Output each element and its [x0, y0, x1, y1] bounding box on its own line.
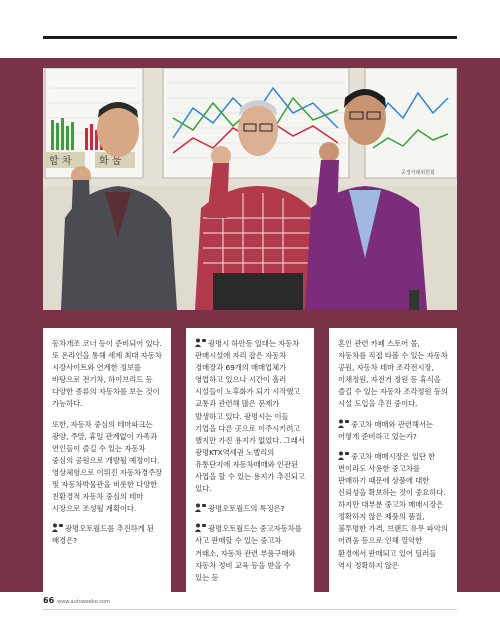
text-column-2: [186, 328, 314, 592]
interviewee-icon: [195, 338, 206, 347]
answer-text: 광명시 하안동 일대는 자동차 판매시설에 자리 잡은 자동차 경매장과 69개의 매매업체가 영업하고 있으나 시간이 흘러 시설들이 노후화가 되기 시작했고 교통과 관련해 많은 문제가 발생하고 있다. 광명시는 이들 기업을 다른 곳으로 이주시키려고 했지만 가진 용지가 없었다. 그래서 광명KTX역세권 노벨리의 유통단지에 자동차매매와 인관된 사업을 할 수 있는 용지가 추진되고 있다.: [195, 339, 305, 494]
column-1-paragraph: 동차개조 코너 등이 준비되어 있다. 또 온라인을 통해 세계 최대 자동차 시장사이트와 연계한 정보를 바탕으로 전기차, 하이브리드 등 다양한 종류의 자동차를 보는 것이 가능하다.: [52, 339, 162, 409]
answer-paragraph: [195, 523, 306, 583]
interviewer-icon: [338, 419, 349, 428]
text-column-3: [329, 328, 457, 592]
question-paragraph: [52, 523, 163, 547]
question-text: 중고차 매매와 관련해서는 어떻게 준비하고 있는가?: [338, 419, 433, 441]
answer-text: 광명오토월드는 중고자동차를 사고 판매할 수 있는 중고차 거래소, 자동차 관련 부품구매와 자동차 정비 교육 등을 받을 수 있는 등: [195, 524, 302, 582]
answer-text: 중고차 매매시장은 일단 한 번이라도 사용한 중고차를 판매하기 때문에 상품에 대한 신뢰성을 확보하는 것이 중요하다. 하지만 대부분 중고차 매매시장은 정확하지 않은 제품의 품질, 불투명한 가격, 브랜드 유무 파악의 어려움 등으로 인해 열악한 환경에서 판매되고 있어 딜러들 역시 정확하지 않은: [338, 451, 448, 570]
column-1-paragraph: 또한, 자동차 중심의 테마파크는 광양, 주말, 휴일 관계없이 가족과 연인들이 즐길 수 있는 자동차 중심의 공원으로 개발될 예정이다. 영상체험으로 이뤄진 자동차경주장 및 자동차박물관을 비롯한 다양한 친환경적 자동차 중심의 테마 시장으로 조성될 계획이다.: [52, 419, 163, 514]
column-3-paragraph: 혼인 관련 카페 스토어 몰, 자동차를 직접 타볼 수 있는 자동차 공원, 자동차 테마 조각전시장, 이채정원, 자전거 정원 등 휴식을 즐길 수 있는 자동차 조각정원 등의 시설 도입을 추진 중이다.: [338, 339, 448, 409]
page-number: 66: [43, 596, 55, 605]
answer-paragraph: [195, 338, 306, 495]
board-label-1: 합 차: [49, 156, 72, 167]
footer-url[interactable]: www.autoweeko.com: [57, 599, 110, 605]
interviewer-icon: [52, 523, 63, 532]
board-label-2: 화 물: [99, 156, 122, 167]
board-caption: 공정거래위원회: [401, 170, 435, 176]
answer-paragraph: [338, 451, 449, 572]
question-paragraph: [195, 503, 306, 515]
question-paragraph: [338, 419, 449, 443]
footer-rule: [43, 609, 457, 610]
page-footer: [43, 596, 110, 605]
text-column-1: [43, 328, 171, 592]
question-text: 광명오토월드를 추진하게 된 배경은?: [52, 524, 154, 546]
interviewee-icon: [338, 451, 349, 460]
interviewer-icon: [195, 503, 206, 512]
group-photo-illustration: [43, 68, 457, 310]
question-text: 광명오토월드의 특징은?: [208, 504, 285, 514]
interviewee-icon: [195, 523, 206, 532]
top-rule: [43, 36, 457, 39]
group-photo: [43, 68, 457, 310]
